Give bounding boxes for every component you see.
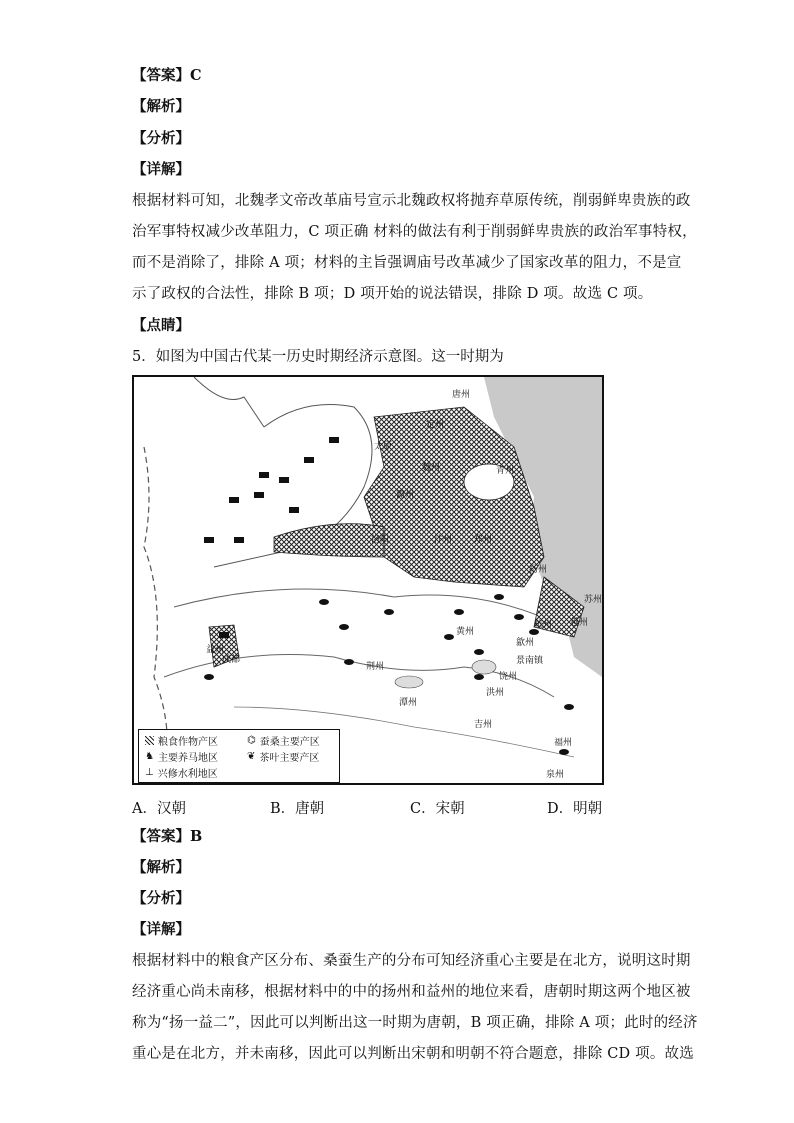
option-d: D．明朝	[547, 801, 603, 817]
place-label: 黄州	[456, 627, 475, 637]
place-label: 潭州	[399, 698, 418, 708]
lake	[395, 676, 423, 688]
q4-comment-heading: 【点睛】	[132, 317, 190, 334]
place-label: 泉州	[546, 770, 565, 780]
place-label: 成都	[222, 655, 241, 665]
place-label: 杭州	[534, 620, 553, 630]
place-label: 苏州	[584, 595, 603, 605]
q5-explanation-line: 称为“扬一益二”，因此可以判断出这一时期为唐朝，B 项正确，排除 A 项；此时的经济	[132, 1015, 698, 1031]
place-label: 汴州	[434, 535, 453, 545]
q4-explanation-line: 治军事特权减少改革阻力，C 项正确 材料的做法有利于削弱鲜卑贵族的政治军事特权，	[132, 224, 697, 240]
q5-explanation-line: 重心是在北方，并未南移，因此可以判断出宋朝和明朝不符合题意，排除 CD 项。故选	[132, 1046, 694, 1062]
q4-explanation-line: 示了政权的合法性，排除 B 项；D 项开始的说法错误，排除 D 项。故选 C 项。	[132, 286, 653, 302]
legend-water: ⊥ 兴修水利地区	[145, 767, 218, 780]
map-legend	[138, 729, 340, 783]
place-label: 荆州	[366, 662, 385, 672]
q5-explanation-line: 经济重心尚未南移，根据材料中的中的扬州和益州的地位来看，唐朝时期这两个地区被	[132, 984, 691, 1000]
option-a: A．汉朝	[132, 801, 186, 817]
place-label: 福州	[554, 738, 573, 748]
q4-explanation-line: 根据材料可知，北魏孝文帝改革庙号宣示北魏政权将抛弃草原传统，削弱鲜卑贵族的政	[132, 193, 691, 209]
tea-leaf-icon: ❦	[247, 751, 256, 762]
place-label: 洪州	[486, 688, 505, 698]
place-label: 魏州	[422, 463, 441, 473]
place-label: 郑州	[474, 535, 493, 545]
legend-silk: ⌬ 蚕桑主要产区	[247, 735, 320, 748]
q5-question: 5．如图为中国古代某一历史时期经济示意图。这一时期为	[132, 349, 504, 365]
place-label: 歙州	[516, 638, 535, 648]
place-label: 越州	[570, 618, 589, 628]
grain-region-guanzhong	[274, 524, 384, 557]
place-label: 太原	[374, 442, 393, 452]
q5-detail-heading: 【详解】	[132, 921, 190, 938]
silk-icon: ⌬	[247, 735, 256, 746]
place-label: 洛阳	[371, 535, 390, 545]
q4-explanation	[132, 186, 697, 310]
horse-icon: ♞	[145, 751, 154, 762]
water-works-icon: ⊥	[145, 767, 154, 778]
q5-explanation	[132, 946, 698, 1070]
legend-grain: 粮食作物产区	[145, 733, 218, 748]
legend-tea: ❦ 茶叶主要产区	[247, 751, 320, 764]
place-label: 饶州	[499, 672, 518, 682]
map-drawing	[134, 377, 602, 783]
q4-detail-heading: 【详解】	[132, 161, 190, 178]
q4-breakdown-heading: 【分析】	[132, 130, 190, 147]
option-b: B．唐朝	[270, 801, 325, 817]
q5-answer: 【答案】B	[132, 828, 203, 845]
place-label: 吉州	[474, 720, 493, 730]
place-label: 青州	[496, 466, 515, 476]
q4-explanation-line: 而不是消除了，排除 A 项；材料的主旨强调庙号改革减少了国家改革的阻力，不是宣	[132, 255, 682, 271]
q5-analysis-heading: 【解析】	[132, 859, 190, 876]
place-label: 益州	[206, 645, 225, 655]
option-c: C．宋朝	[410, 801, 465, 817]
q4-answer: 【答案】C	[132, 67, 202, 84]
q5-explanation-line: 根据材料中的粮食产区分布、桑蚕生产的分布可知经济重心主要是在北方，说明这时期	[132, 953, 691, 969]
place-label: 扬州	[529, 565, 548, 575]
lake	[472, 660, 496, 674]
economy-map	[132, 375, 604, 785]
q4-analysis-heading: 【解析】	[132, 98, 190, 115]
place-label: 景南镇	[516, 656, 544, 666]
place-label: 唐州	[452, 390, 471, 400]
place-label: 潞州	[396, 490, 415, 500]
grain-swatch-icon	[145, 736, 154, 745]
place-label: 定州	[426, 420, 445, 430]
q5-breakdown-heading: 【分析】	[132, 890, 190, 907]
legend-horse: ♞ 主要养马地区	[145, 751, 218, 764]
